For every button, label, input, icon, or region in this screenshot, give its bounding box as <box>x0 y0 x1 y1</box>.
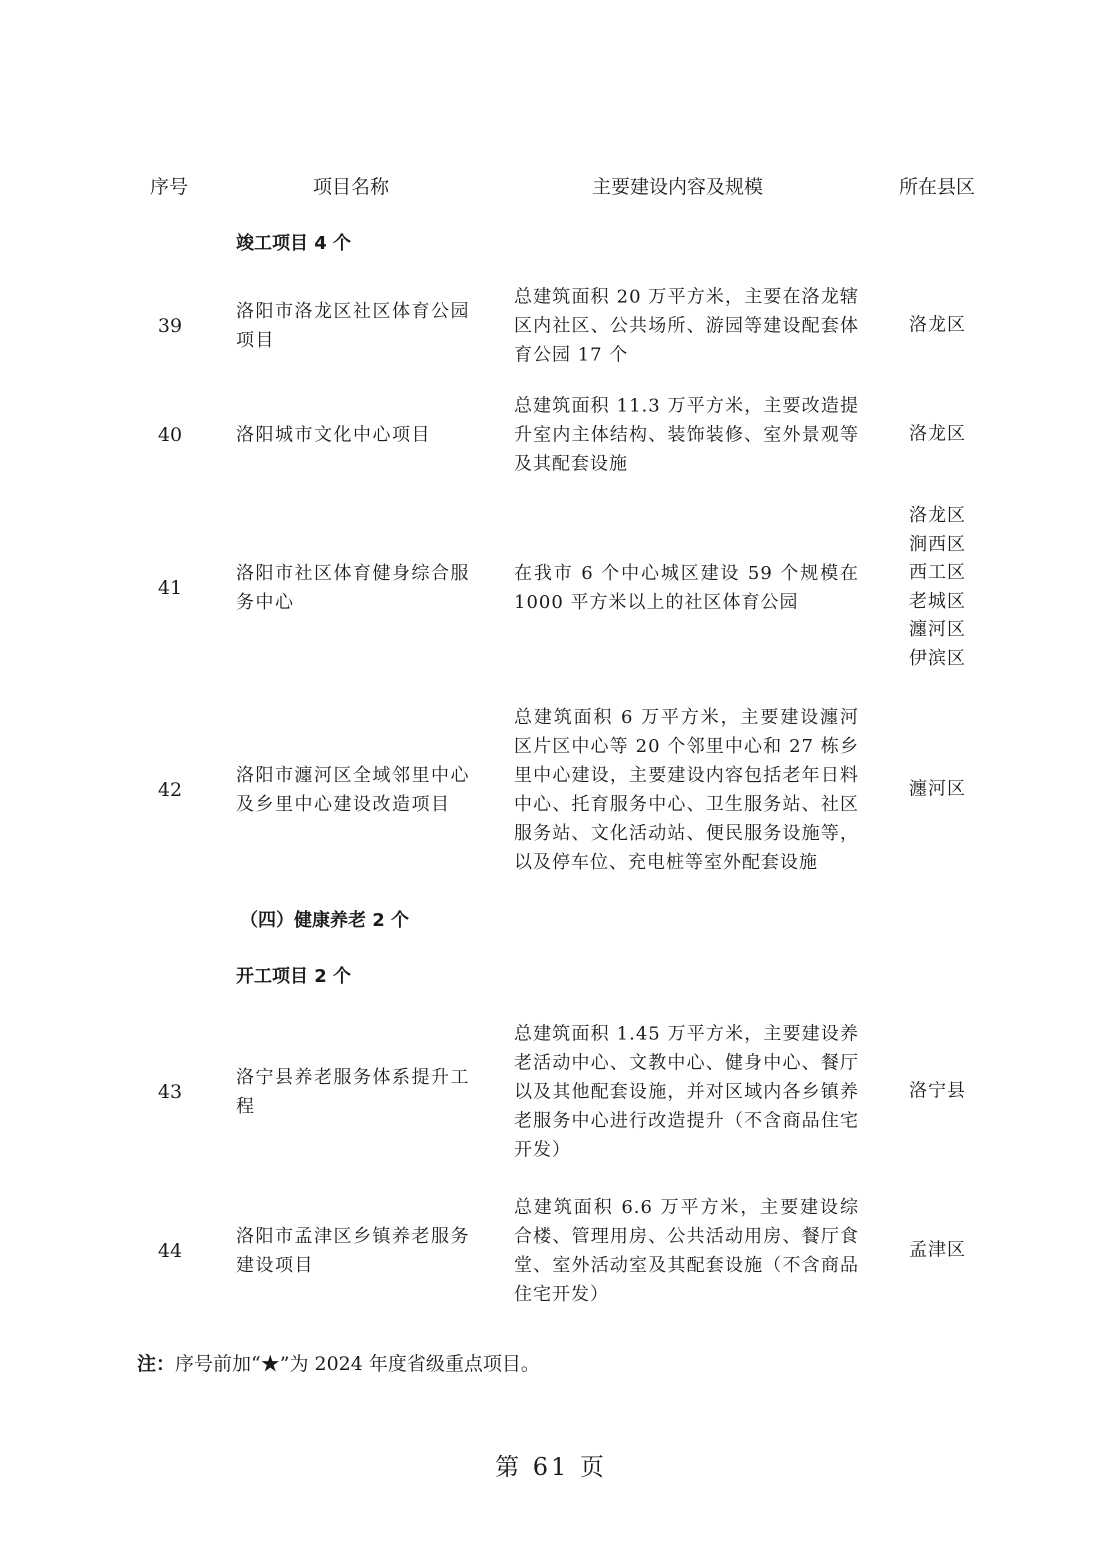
row-county: 洛龙区 <box>909 314 966 336</box>
row-seq: 43 <box>157 1081 183 1103</box>
row-seq: 44 <box>157 1240 183 1262</box>
row-seq: 40 <box>157 424 183 446</box>
row-seq: 41 <box>157 577 183 599</box>
section-started: 开工项目 2 个 <box>236 966 352 987</box>
row-county: 洛宁县 <box>909 1080 966 1102</box>
footnote <box>137 1349 540 1376</box>
row-name: 洛阳市洛龙区社区体育公园项目 <box>236 301 470 351</box>
section-completed: 竣工项目 4 个 <box>236 233 352 254</box>
header-name: 项目名称 <box>313 176 390 198</box>
header-county: 所在县区 <box>899 176 976 198</box>
row-county: 洛龙区 涧西区 西工区 老城区 瀍河区 伊滨区 <box>909 505 966 670</box>
row-content: 总建筑面积 6 万平方米，主要建设瀍河区片区中心等 20 个邻里中心和 27 栋乡里中心建设，主要建设内容包括老年日料中心、托育服务中心、卫生服务站、社区服务站、文化活动站、便民服务设施等，以及停车位、充电桩等室外配套设施 <box>514 707 859 873</box>
row-content: 总建筑面积 1.45 万平方米，主要建设养老活动中心、文教中心、健身中心、餐厅以及其他配套设施，并对区域内各乡镇养老服务中心进行改造提升（不含商品住宅开发） <box>514 1023 859 1161</box>
row-name: 洛阳市孟津区乡镇养老服务建设项目 <box>236 1226 470 1276</box>
footnote-label: 注： <box>137 1353 176 1375</box>
row-county: 孟津区 <box>909 1239 966 1261</box>
row-content: 总建筑面积 11.3 万平方米，主要改造提升室内主体结构、装饰装修、室外景观等及其配套设施 <box>514 395 859 475</box>
row-name: 洛阳城市文化中心项目 <box>236 424 431 446</box>
row-content: 在我市 6 个中心城区建设 59 个规模在 1000 平方米以上的社区体育公园 <box>514 563 859 613</box>
row-name: 洛宁县养老服务体系提升工程 <box>236 1067 470 1117</box>
header-seq: 序号 <box>150 176 189 198</box>
page-number: 第 61 页 <box>495 1453 607 1481</box>
footnote-text: 序号前加“★”为 2024 年度省级重点项目。 <box>175 1353 540 1375</box>
header-content: 主要建设内容及规模 <box>592 176 764 198</box>
row-seq: 42 <box>157 779 183 801</box>
row-county: 瀍河区 <box>909 778 966 800</box>
row-content: 总建筑面积 20 万平方米，主要在洛龙辖区内社区、公共场所、游园等建设配套体育公园 17 个 <box>514 286 859 366</box>
row-content: 总建筑面积 6.6 万平方米，主要建设综合楼、管理用房、公共活动用房、餐厅食堂、室外活动室及其配套设施（不含商品住宅开发） <box>514 1197 859 1305</box>
row-name: 洛阳市社区体育健身综合服务中心 <box>236 563 470 613</box>
row-seq: 39 <box>157 315 183 337</box>
row-county: 洛龙区 <box>909 423 966 445</box>
section-category: （四）健康养老 2 个 <box>240 910 410 931</box>
row-name: 洛阳市瀍河区全域邻里中心及乡里中心建设改造项目 <box>236 765 470 815</box>
